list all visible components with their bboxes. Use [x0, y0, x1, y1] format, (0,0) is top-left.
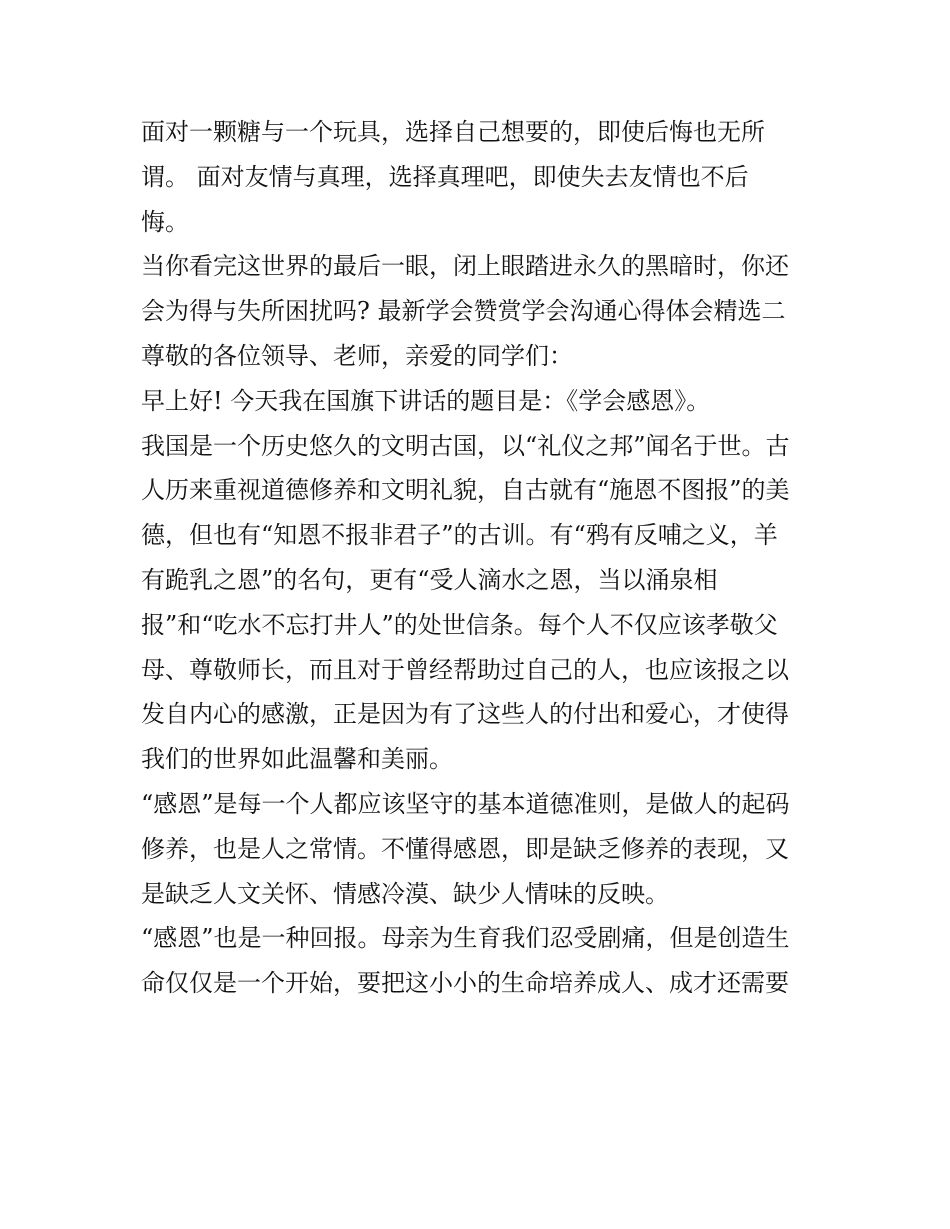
text-line: 是缺乏人文关怀、情感冷漠、缺少人情味的反映。	[141, 879, 669, 908]
text-line: 有跪乳之恩”的名句，更有“受人滴水之恩，当以涌泉相	[141, 565, 718, 594]
text-line: 面对一颗糖与一个玩具，选择自己想要的，即使后悔也无所	[141, 118, 765, 146]
text-line: 发自内心的感激，正是因为有了这些人的付出和爱心，才使得	[141, 700, 789, 729]
text-line: 报”和“吃水不忘打井人”的处世信条。每个人不仅应该孝敬父	[141, 610, 778, 639]
text-line: 德，但也有“知恩不报非君子”的古训。有“鸦有反哺之义，羊	[141, 521, 778, 550]
text-line: “感恩”是每一个人都应该坚守的基本道德准则，是做人的起码	[141, 789, 790, 818]
body-text	[141, 110, 821, 1006]
text-line: 早上好! 今天我在国旗下讲话的题目是：《学会感恩》。	[141, 386, 711, 415]
text-line: 母、尊敬师长，而且对于曾经帮助过自己的人，也应该报之以	[141, 655, 789, 684]
text-line: 会为得与失所困扰吗? 最新学会赞赏学会沟通心得体会精选二	[141, 297, 786, 326]
text-line: “感恩”也是一种回报。母亲为生育我们忍受剧痛，但是创造生	[141, 924, 790, 953]
text-line: 当你看完这世界的最后一眼，闭上眼踏进永久的黑暗时，你还	[141, 252, 789, 281]
text-line: 悔。	[141, 207, 189, 236]
text-line: 我们的世界如此温馨和美丽。	[141, 745, 453, 774]
text-line: 人历来重视道德修养和文明礼貌，自古就有“施恩不图报”的美	[141, 476, 790, 505]
text-line: 命仅仅是一个开始，要把这小小的生命培养成人、成才还需要	[141, 969, 789, 998]
text-line: 我国是一个历史悠久的文明古国，以“礼仪之邦”闻名于世。古	[141, 431, 790, 460]
text-line: 尊敬的各位领导、老师，亲爱的同学们：	[141, 341, 573, 370]
text-line: 修养，也是人之常情。不懂得感恩，即是缺乏修养的表现，又	[141, 834, 789, 863]
text-line: 谓。 面对友情与真理，选择真理吧，即使失去友情也不后	[141, 162, 749, 191]
